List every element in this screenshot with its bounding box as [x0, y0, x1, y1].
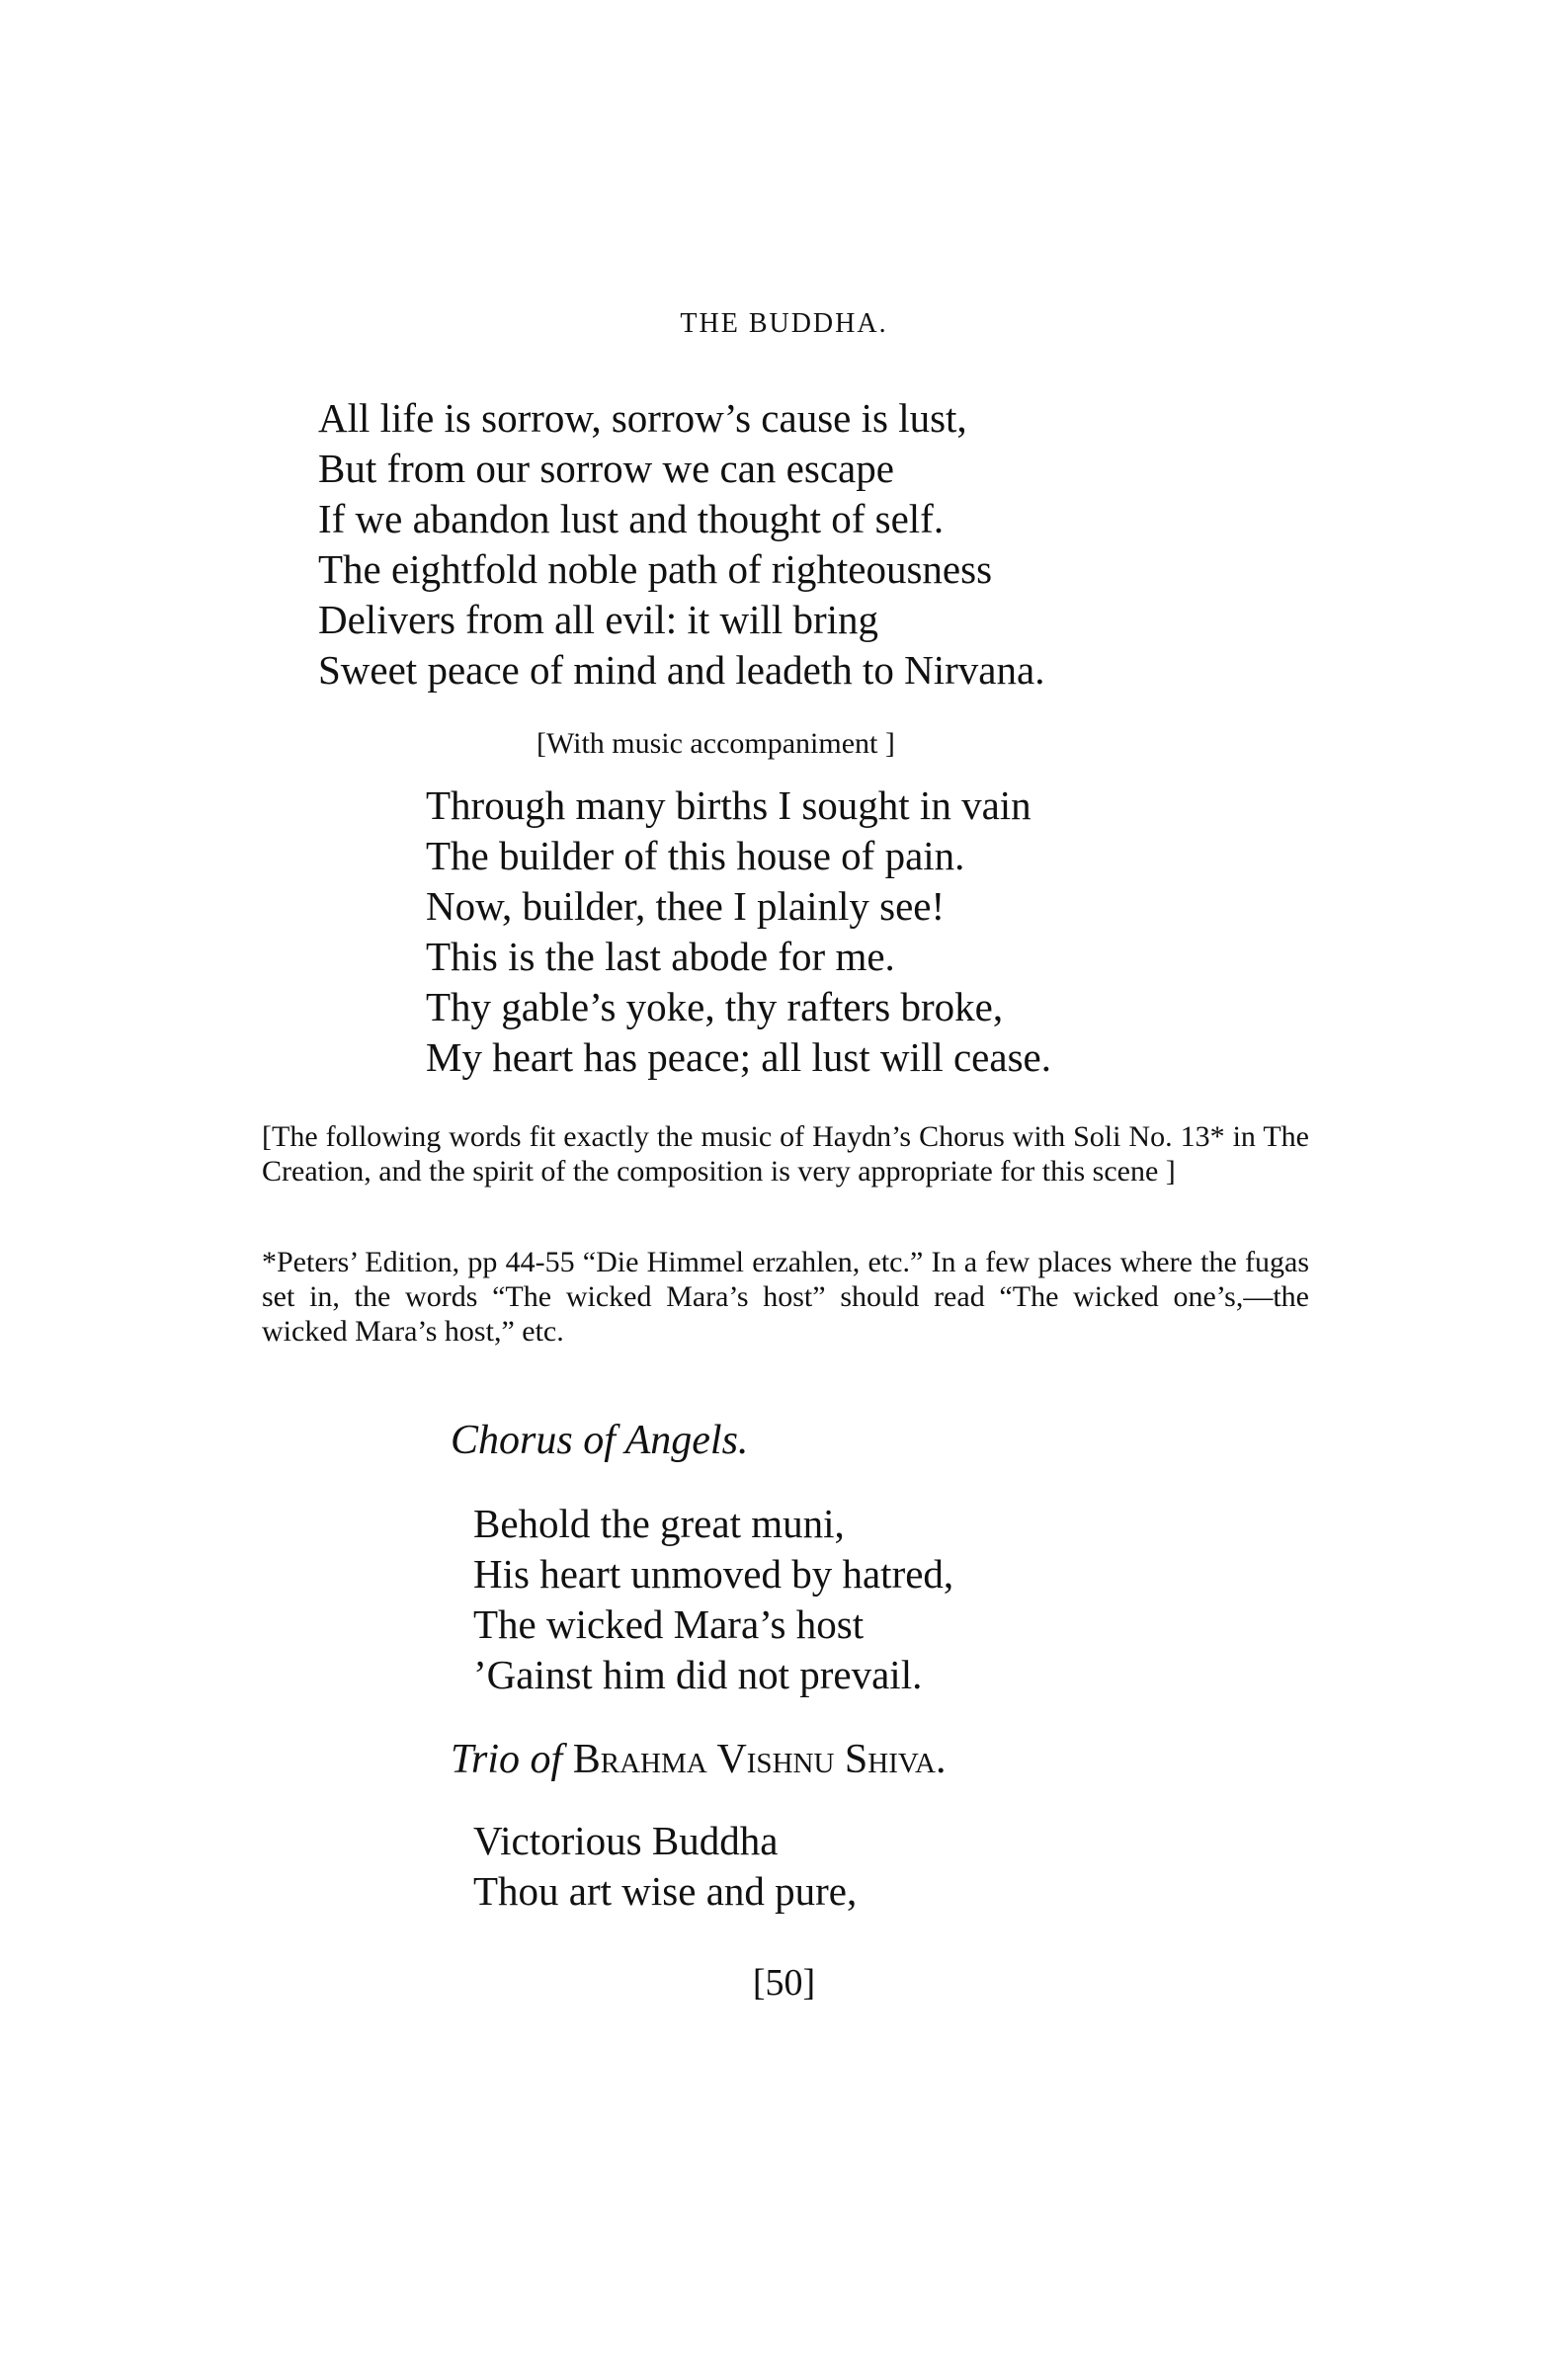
verse-line: All life is sorrow, sorrow’s cause is lust, [318, 395, 967, 441]
verse-stanza-2 [426, 780, 1051, 1083]
verse-line: If we abandon lust and thought of self. [318, 496, 945, 541]
page-number: [50] [752, 1962, 816, 2004]
verse-stanza-1 [318, 393, 1044, 696]
music-note: [The following words fit exactly the music of Haydn’s Chorus with Soli No. 13* in The Creation, and the spirit of the composition is very appropriate for this scene ] [262, 1120, 1309, 1188]
verse-stanza-4 [473, 1816, 857, 1917]
chorus-heading: Chorus of Angels. [451, 1418, 749, 1463]
verse-line: The wicked Mara’s host [473, 1601, 865, 1647]
verse-line: ’Gainst him did not prevail. [473, 1652, 923, 1697]
running-head: THE BUDDHA. [680, 308, 888, 339]
verse-line: This is the last abode for me. [426, 934, 895, 979]
verse-line: But from our sorrow we can escape [318, 446, 894, 491]
verse-line: Now, builder, thee I plainly see! [426, 883, 946, 929]
trio-heading-names: Brahma Vishnu Shiva. [572, 1737, 947, 1782]
verse-line: The eightfold noble path of righteousness [318, 546, 993, 592]
verse-stanza-3 [473, 1499, 953, 1700]
stage-direction: [With music accompaniment ] [536, 727, 895, 760]
verse-line: Thy gable’s yoke, thy rafters broke, [426, 984, 1004, 1029]
verse-line: His heart unmoved by hatred, [473, 1551, 954, 1597]
trio-heading-prefix: Trio of [451, 1737, 563, 1782]
trio-heading [451, 1736, 947, 1783]
verse-line: Behold the great muni, [473, 1501, 845, 1546]
verse-line: Thou art wise and pure, [473, 1868, 858, 1914]
verse-line: Sweet peace of mind and leadeth to Nirvana. [318, 647, 1045, 693]
verse-line: My heart has peace; all lust will cease. [426, 1034, 1051, 1080]
verse-line: Delivers from all evil: it will bring [318, 597, 879, 642]
verse-line: Through many births I sought in vain [426, 782, 1032, 828]
verse-line: The builder of this house of pain. [426, 833, 965, 878]
edition-footnote: *Peters’ Edition, pp 44-55 “Die Himmel erzahlen, etc.” In a few places where the fugas set in, the words “The wicked Mara’s host” should read “The wicked one’s,—the wicked Mara’s host,” etc. [262, 1246, 1309, 1348]
verse-line: Victorious Buddha [473, 1818, 779, 1863]
